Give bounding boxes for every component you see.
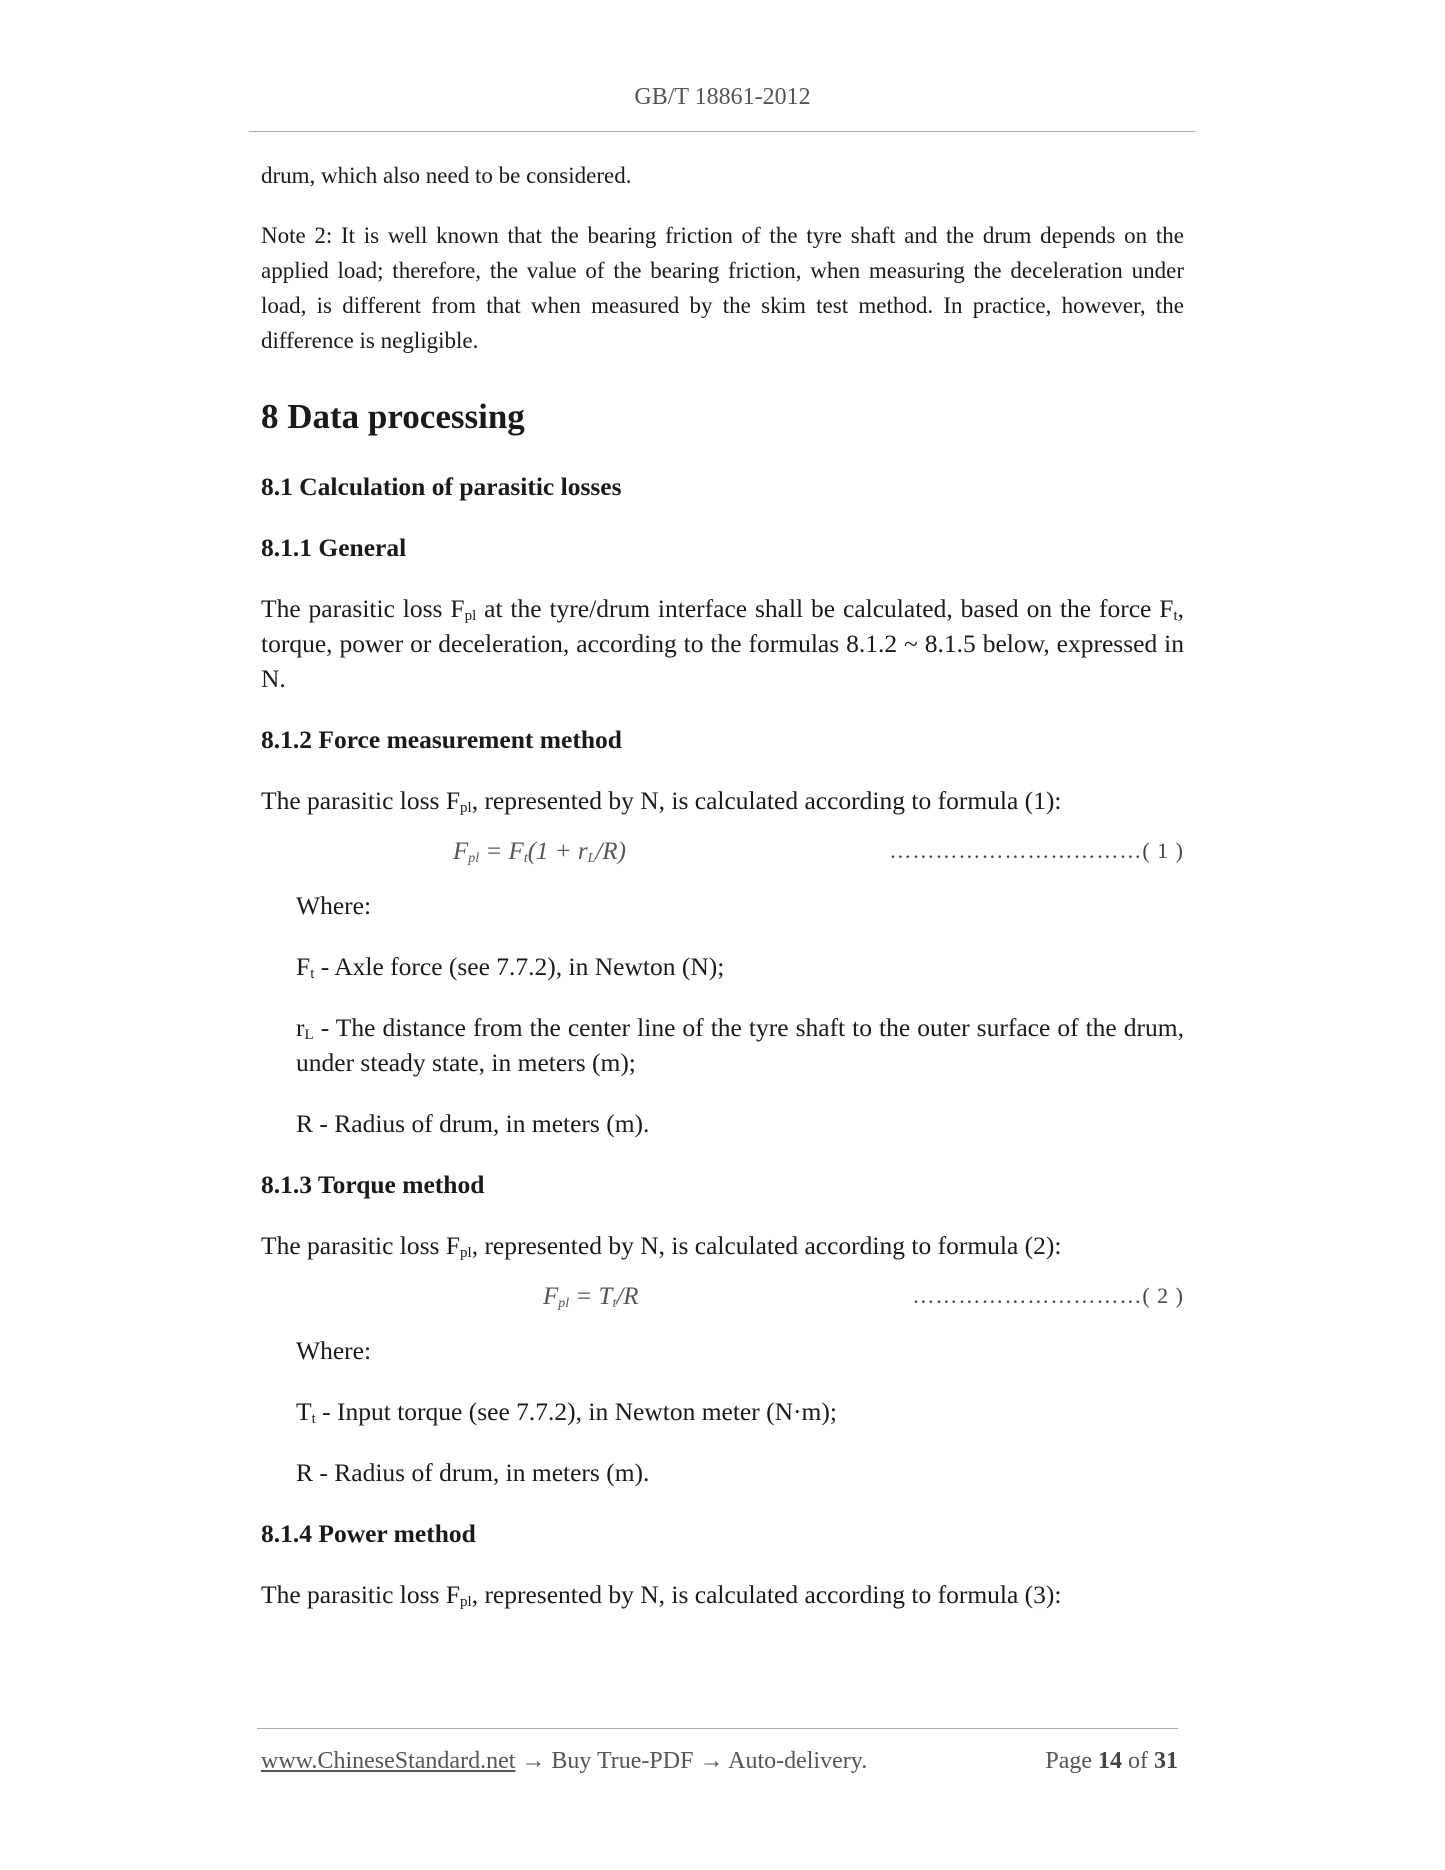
definition-ft: $F_t$ - Axle force (see 7.7.2), in Newton (N); <box>296 952 725 982</box>
definition-r-2: R - Radius of drum, in meters (m). <box>296 1458 650 1487</box>
power-method-intro: The parasitic loss $F_{pl}$, represented by N, is calculated according to formula (3): <box>261 1580 1062 1610</box>
document-header: GB/T 18861-2012 <box>634 84 811 110</box>
definition-rl: $r_L$ - The distance from the center line of the tyre shaft to the outer surface of the drum, under steady state, in meters (m); <box>296 1013 1184 1077</box>
section-8-1-3-heading: 8.1.3 Torque method <box>261 1170 485 1199</box>
formula-2-number: …………………………( 2 ) <box>912 1283 1184 1308</box>
page-total: 31 <box>1154 1748 1178 1774</box>
formula-1-expression: $F_{pl} = F_t(1 + r_L/R)$ <box>453 838 626 866</box>
continuation-text: drum, which also need to be considered. <box>261 163 632 188</box>
section-8-heading: 8 Data processing <box>261 397 525 436</box>
section-8-1-2-heading: 8.1.2 Force measurement method <box>261 725 622 754</box>
header-divider <box>249 131 1195 132</box>
page-indicator: Page 14 of 31 <box>1045 1748 1178 1774</box>
definition-tt: $T_t$ - Input torque (see 7.7.2), in Newton meter (N·m); <box>296 1397 837 1427</box>
page-number: 14 <box>1098 1748 1122 1774</box>
footer-website-link[interactable]: www.ChineseStandard.net <box>261 1748 516 1774</box>
formula-2-expression: $F_{pl} = T_t/R$ <box>543 1283 639 1311</box>
section-8-1-4-heading: 8.1.4 Power method <box>261 1519 476 1548</box>
footer-tagline: → Buy True-PDF → Auto-delivery. <box>515 1748 868 1774</box>
definition-r: R - Radius of drum, in meters (m). <box>296 1109 650 1138</box>
general-paragraph: The parasitic loss $F_{pl}$ at the tyre/drum interface shall be calculated, based on the force $F_t$, torque, power or deceleration, according to the formulas 8.1.2 ~ 8.1.5 below, expressed in N. <box>261 594 1184 693</box>
section-8-1-heading: 8.1 Calculation of parasitic losses <box>261 472 622 501</box>
page-footer <box>261 1748 1178 1775</box>
formula-1-number: ……………………………( 1 ) <box>889 838 1184 863</box>
formula-1 <box>261 838 1184 878</box>
footer-divider <box>257 1728 1178 1729</box>
formula-2 <box>261 1283 1184 1323</box>
force-method-intro: The parasitic loss $F_{pl}$, represented by N, is calculated according to formula (1): <box>261 786 1062 816</box>
where-label-2: Where: <box>296 1336 372 1365</box>
page-content <box>261 158 1184 1612</box>
where-label-1: Where: <box>296 891 372 920</box>
note-2: Note 2: It is well known that the bearing friction of the tyre shaft and the drum depends on the applied load; therefore, the value of the bearing friction, when measuring the deceleration under load, is different from that when measured by the skim test method. In practice, however, the difference is negligible. <box>261 223 1184 353</box>
section-8-1-1-heading: 8.1.1 General <box>261 533 407 562</box>
torque-method-intro: The parasitic loss $F_{pl}$, represented by N, is calculated according to formula (2): <box>261 1231 1062 1261</box>
